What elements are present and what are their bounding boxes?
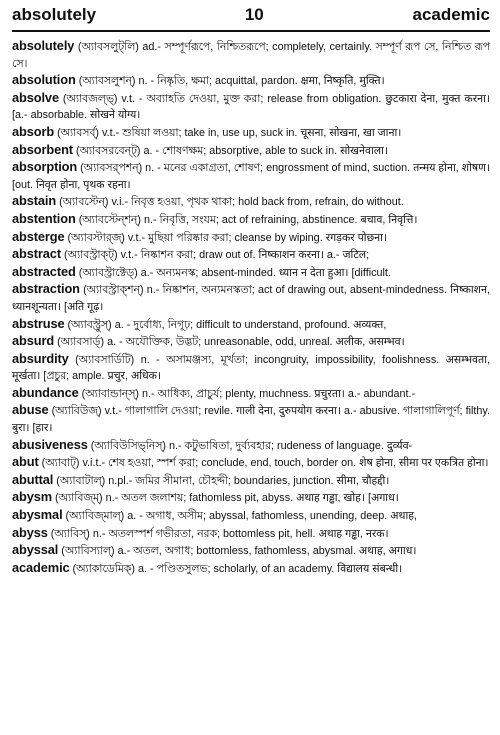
header-last-word: academic	[412, 5, 490, 24]
dictionary-entry	[12, 159, 490, 193]
pronunciation: (অ্যাবস্টেন্‌)	[59, 196, 109, 209]
headword: abysm	[12, 489, 53, 505]
dictionary-entry	[12, 38, 490, 72]
pronunciation: (অ্যাবস্ট্রাক্টেড্‌)	[78, 266, 138, 279]
pronunciation: (অ্যাবস্টেন্‌শন্‌)	[78, 213, 141, 226]
pronunciation: (অ্যাবসার্ড্‌)	[57, 336, 105, 349]
dictionary-entry	[12, 72, 490, 90]
definition: n.- আধিক্য, প্রাচুর্য; plenty, muchness. प्रचुरता। a.- abundant.-	[141, 387, 416, 400]
definition: n.pl.- জমির সীমানা, চৌহদ্দী; boundaries, junction. सीमा, चौहद्दी।	[108, 474, 390, 487]
headword: absurd	[12, 333, 55, 349]
definition: n. - মনের একাগ্রতা, শোষণ; engrossment of mind, suction. तन्मय होना, शोषण। [out. निवृत होना, पृथक रहना।	[12, 162, 491, 191]
definition: a. - অযৌক্তিক, উদ্ভট; unreasonable, odd, unreal. अलीक, असम्भव।	[107, 336, 405, 349]
definition: n.- অতল জলাশয়; fathomless pit, abyss. अथाह गड्ढा, खोह। [अगाध।	[105, 492, 399, 505]
pronunciation: (অ্যাবিস্‌)	[50, 527, 90, 540]
headword: abut	[12, 454, 39, 470]
definition: n. - অসামঞ্জস্য, মূর্খতা; incongruity, impossibility, foolishness. असम्भवता, मूर्खता। [প্রচুর; ample. प्रचुर, अधिक।	[12, 353, 491, 383]
pronunciation: (অ্যাবসর্ব্‌)	[57, 126, 100, 139]
pronunciation: (অ্যাবসরবেন্ট্‌)	[75, 144, 141, 157]
pronunciation: (অ্যাবাট্‌)	[41, 457, 80, 470]
dictionary-entry	[12, 507, 490, 525]
pronunciation: (অ্যাবসলুশন্‌)	[78, 75, 136, 88]
headword: abyss	[12, 524, 48, 540]
headword: abstention	[12, 210, 76, 226]
dictionary-entry	[12, 560, 490, 578]
dictionary-entry	[12, 437, 490, 455]
headword: abstract	[12, 246, 61, 262]
pronunciation: (অ্যাবসর্‌পশন্‌)	[80, 162, 143, 175]
pronunciation: (অ্যাবস্টার্‌জ্‌)	[67, 231, 125, 244]
pronunciation: (অ্যাবজল্‌ভ্‌)	[62, 92, 118, 105]
pronunciation: (অ্যাবস্ট্রাক্ট্‌)	[64, 249, 118, 262]
pronunciation: (অ্যাবিজ্‌ম্‌)	[55, 492, 103, 505]
definition: v.t. - অব্যাহতি দেওয়া, মুক্ত করা; release from obligation. छुटकारा देना, मुक्त करना। [a.- absorbable. सोखने योग्य।	[12, 92, 490, 122]
headword: absorb	[12, 123, 55, 139]
headword: abstracted	[12, 263, 76, 279]
headword: absolutely	[12, 38, 75, 53]
pronunciation: (অ্যাবিস্যাল্‌)	[61, 545, 115, 558]
definition: v.t.- মুছিয়া পরিষ্কার করা; cleanse by wiping. रगड़कर पोछना।	[127, 231, 388, 244]
dictionary-entry	[12, 229, 490, 247]
dictionary-entry	[12, 402, 490, 436]
pronunciation: (অ্যাবস্ট্রুস্‌)	[67, 318, 112, 331]
headword: absorbent	[12, 141, 73, 157]
dictionary-entry	[12, 525, 490, 543]
dictionary-entry	[12, 489, 490, 507]
definition: n.- কটুভাষিতা, দুর্ব্যবহার; rudeness of language. दुर्व्यव-	[168, 439, 413, 452]
dictionary-entry	[12, 542, 490, 560]
pronunciation: (অ্যাবান্ডান্স্‌)	[81, 387, 139, 400]
headword: absolution	[12, 72, 76, 88]
dictionary-entry	[12, 281, 490, 315]
definition: ad.- সম্পূর্ণরূপে, নিশ্চিতরূপে; completely, certainly. সম্পূর্ণ রূপ সে, নিশ্চিত রূপ সে।	[12, 41, 490, 70]
definition: a. - শোষণক্ষম; absorptive, able to suck in. सोखनेवाला।	[143, 144, 389, 157]
headword: abstruse	[12, 315, 65, 331]
dictionary-entry	[12, 142, 490, 160]
definition: a. - দুর্বোধ্য, নিগূঢ়; difficult to understand, profound. अव्यक्त,	[114, 318, 387, 331]
headword: absorption	[12, 159, 78, 175]
definition: v.i.t.- শেষ হওয়া, স্পর্শ করা; conclude, end, touch, border on. शेष होना, सीमा पर एकत्रित होना।	[82, 457, 489, 470]
definition: n.- নিবৃত্তি, সংযম; act of refraining, abstinence. बचाव, निवृत्ति।	[143, 213, 418, 226]
dictionary-entry	[12, 211, 490, 229]
headword: abysmal	[12, 507, 63, 523]
headword: abuttal	[12, 471, 54, 487]
definition: a. - অগাধ, অসীম; abyssal, fathomless, unending, deep. अथाह,	[127, 510, 417, 523]
headword: abundance	[12, 384, 79, 400]
dictionary-entry	[12, 316, 490, 334]
pronunciation: (অ্যাবিউসিভ্‌নিস্‌)	[90, 439, 166, 452]
pronunciation: (অ্যাকাডেমিক্‌)	[72, 562, 135, 575]
pronunciation: (অ্যাবস্ট্রাক্‌শন্‌)	[83, 284, 144, 297]
definition: v.t.- নিষ্কাশন করা; draw out of. निष्काशन करना। a.- जटिल;	[120, 249, 370, 262]
definition: v.t.- শুষিয়া লওয়া; take in, use up, suck in. चूसना, सोखना, खा जाना।	[102, 126, 402, 139]
definition: a.- অন্যমনস্ক; absent-minded. ध्यान न देता हुआ। [difficult.	[140, 266, 391, 279]
headword: academic	[12, 559, 70, 575]
headword: absolve	[12, 89, 59, 105]
pronunciation: (অ্যাবিউজ্‌)	[51, 405, 102, 418]
page-number: 10	[244, 5, 264, 24]
dictionary-entry	[12, 385, 490, 403]
pronunciation: (অ্যাবিজ্‌মাল্‌)	[65, 510, 125, 523]
definition: n.- অতলস্পর্শ গভীরতা, নরক; bottomless pit, hell. अथाह गड्ढा, नरक।	[92, 527, 389, 540]
dictionary-entry	[12, 124, 490, 142]
definition: n.- নিষ্কাশন, অন্যমনস্কতা; act of drawing out, absent-mindedness. निष्काशन, ध्यानशून्यता। [अति गूढ़।	[12, 284, 491, 313]
header-first-word: absolutely	[12, 5, 97, 24]
dictionary-entry	[12, 193, 490, 211]
dictionary-entry	[12, 351, 490, 385]
pronunciation: (অ্যাবসলুট্‌লি)	[77, 41, 139, 53]
headword: abstain	[12, 193, 57, 209]
pronunciation: (অ্যাবাটাল্‌)	[56, 474, 106, 487]
definition: a. - পণ্ডিতসুলভ; scholarly, of an academy. विद्यालय संबन्धी।	[137, 562, 403, 575]
definition: n. - নিষ্কৃতি, ক্ষমা; acquittal, pardon. क्षमा, निष्कृति, मुक्ति।	[138, 75, 385, 88]
definition: a.- অতল, অগাধ; bottomless, fathomless, abysmal. अथाह, अगाध।	[117, 545, 417, 558]
definition: v.i.- নিবৃত্ত হওয়া, পৃথক থাকা; hold back from, refrain, do without.	[111, 196, 404, 209]
headword: abuse	[12, 402, 49, 418]
headword: absterge	[12, 228, 65, 244]
dictionary-entry	[12, 454, 490, 472]
dictionary-entry	[12, 333, 490, 351]
dictionary-entry	[12, 90, 490, 124]
dictionary-entry	[12, 472, 490, 490]
entry-list	[12, 38, 490, 577]
headword: absurdity	[12, 350, 69, 366]
headword: abusiveness	[12, 436, 88, 452]
page-header	[12, 0, 490, 32]
dictionary-entry	[12, 246, 490, 264]
definition: v.t.- গালাগালি দেওয়া; revile. गाली देना, दुरुपयोग करना। a.- abusive. গালাগালিপূর্ণ; filthy. बुरा। [हार।	[12, 405, 491, 435]
headword: abstraction	[12, 281, 80, 297]
pronunciation: (অ্যাবসার্ডিটি)	[75, 353, 135, 366]
dictionary-entry	[12, 264, 490, 282]
headword: abyssal	[12, 542, 59, 558]
